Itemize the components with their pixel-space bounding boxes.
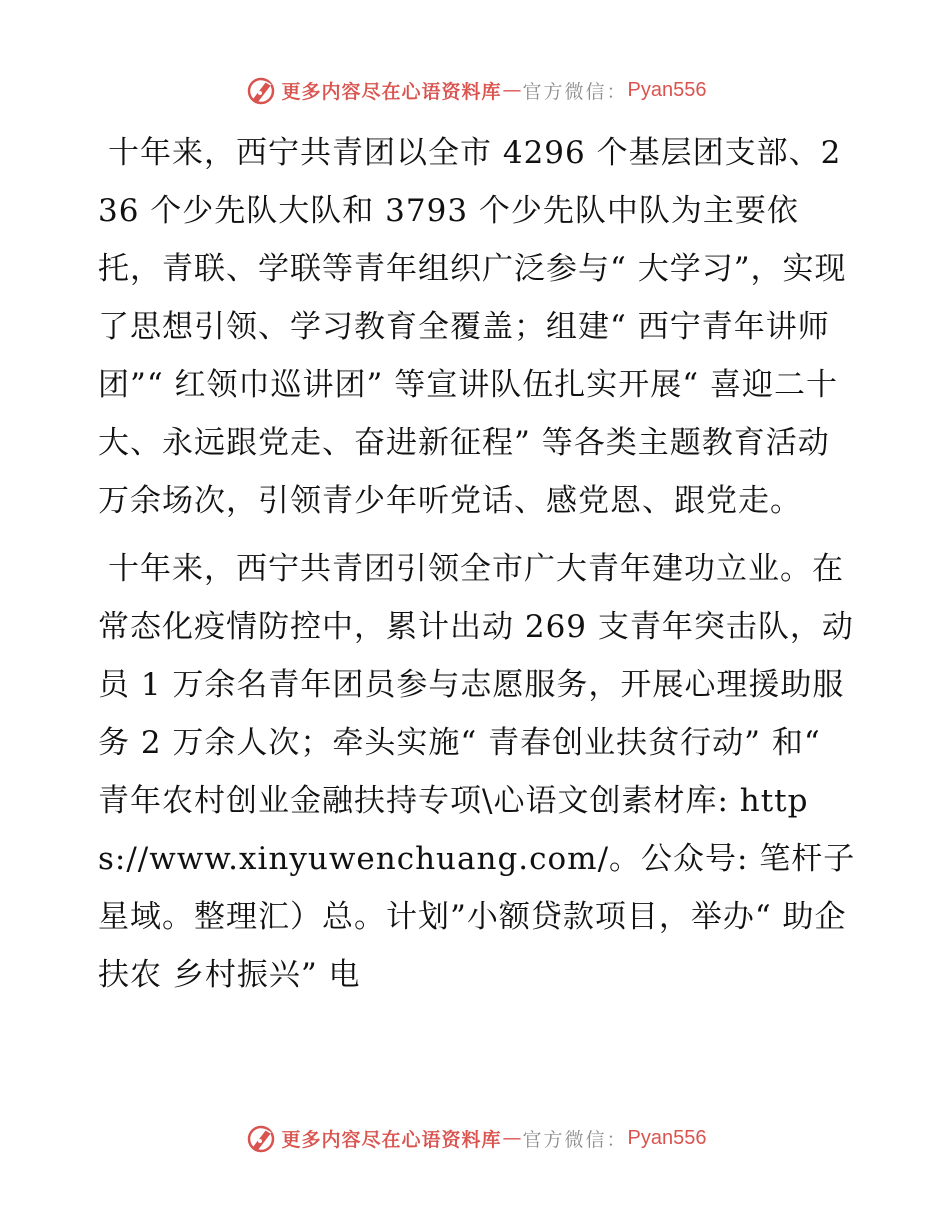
document-body <box>98 124 858 1004</box>
footer-brand-text: 更多内容尽在心语资料库 <box>281 1128 502 1151</box>
header-separator: — <box>502 79 522 101</box>
paragraph-2-text: 十年来，西宁共青团引领全市广大青年建功立业。在常态化疫情防控中，累计出动 269 支青年突击队，动员 1 万余名青年团员参与志愿服务，开展心理援助服务 2 万余人次；牵头实施“ 青春创业扶贫行动” 和“ 青年农村创业金融扶持专项\心语文创素材库: https://www.xinyuwenchuang.com/。公众号: 笔杆子星域。整理汇）总。计划”小额贷款项目，举办“ 助企扶农 乡村振兴” 电 <box>98 551 856 993</box>
paragraph-1 <box>98 124 858 530</box>
header-wechat-id: Pyan556 <box>627 78 707 101</box>
footer-banner <box>0 1118 950 1158</box>
paragraph-2 <box>98 540 858 1004</box>
footer-wechat-id: Pyan556 <box>627 1126 707 1149</box>
paragraph-1-text: 十年来，西宁共青团以全市 4296 个基层团支部、236 个少先队大队和 3793 个少先队中队为主要依托，青联、学联等青年组织广泛参与“ 大学习”，实现了思想引领、学习教育全覆盖；组建“ 西宁青年讲师团”“ 红领巾巡讲团” 等宣讲队伍扎实开展“ 喜迎二十大、永远跟党走、奋进新征程” 等各类主题教育活动万余场次，引领青少年听党话、感党恩、跟党走。 <box>98 135 847 519</box>
header-brand-text: 更多内容尽在心语资料库 <box>281 80 502 103</box>
header-official-label: 官方微信： <box>522 80 628 103</box>
header-banner <box>0 70 950 110</box>
pen-nib-logo-icon <box>244 73 278 107</box>
footer-official-label: 官方微信： <box>522 1128 628 1151</box>
footer-separator: — <box>502 1127 522 1149</box>
pen-nib-logo-icon <box>244 1121 278 1155</box>
